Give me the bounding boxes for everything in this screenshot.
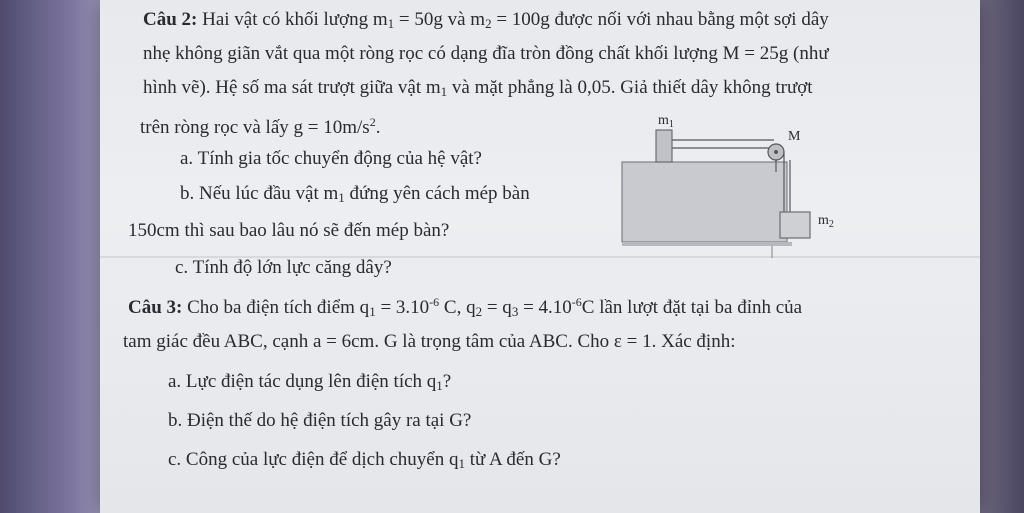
q3-l1-e1: -6 — [429, 295, 440, 309]
pulley-axle — [774, 150, 778, 154]
q2-line3-sub: 1 — [440, 84, 448, 99]
q3-l1-s1: 1 — [369, 304, 376, 319]
q3-l1-e: = 4.10 — [518, 297, 572, 318]
q3-item-c-sub: 1 — [458, 456, 465, 471]
q2-line-1 — [143, 9, 829, 35]
q3-item-a-sub: 1 — [436, 378, 443, 393]
label-M: M — [788, 129, 801, 144]
table-base — [622, 242, 792, 246]
q3-line-1 — [128, 291, 802, 323]
q3-l1-a: Cho ba điện tích điểm q — [187, 297, 370, 318]
q2-m1-sub: 1 — [387, 16, 395, 31]
q3-item-b: b. Điện thế do hệ điện tích gây ra tại G? — [168, 410, 472, 431]
q3-line-2: tam giác đều ABC, cạnh a = 6cm. G là trọng tâm của ABC. Cho ε = 1. Xác định: — [123, 331, 736, 352]
q2-line4-b: . — [375, 117, 381, 138]
q2-line-2: nhẹ không giãn vắt qua một ròng rọc có dạng đĩa tròn đồng chất khối lượng M = 25g (như — [143, 43, 829, 64]
q3-l1-d: = q — [482, 297, 512, 318]
q3-title: Câu 3: — [128, 297, 183, 318]
q2-line4-a: trên ròng rọc và lấy g = 10m/s — [140, 117, 370, 138]
q2-item-b-2: 150cm thì sau bao lâu nó sẽ đến mép bàn? — [128, 220, 450, 241]
pulley-diagram — [612, 112, 852, 262]
q2-line3-a: hình vẽ). Hệ số ma sát trượt giữa vật m — [143, 77, 441, 98]
q3-l1-s3: 3 — [511, 304, 519, 319]
q3-item-a — [168, 371, 451, 397]
q3-l1-f: C lần lượt đặt tại ba đỉnh của — [581, 297, 803, 318]
q3-l1-b: = 3.10 — [375, 297, 430, 318]
q2-item-b-1 — [180, 183, 530, 209]
q2-line4-sup: 2 — [369, 115, 376, 129]
block-m1 — [656, 130, 672, 162]
q3-item-c-text: c. Công của lực điện để dịch chuyển q — [168, 449, 459, 470]
q2-line3-b: và mặt phẳng là 0,05. Giả thiết dây không trượt — [447, 77, 813, 98]
q2-title: Câu 2: — [143, 9, 198, 30]
q3-item-a-text: a. Lực điện tác dụng lên điện tích q — [168, 371, 437, 392]
q3-item-c — [168, 449, 561, 475]
q2-item-c: c. Tính độ lớn lực căng dây? — [175, 257, 392, 278]
q3-l1-e2: -6 — [571, 295, 582, 309]
q3-l1-c: C, q — [439, 297, 476, 318]
q2-item-a: a. Tính gia tốc chuyển động của hệ vật? — [180, 148, 482, 169]
q2-intro-3: = 100g được nối với nhau bằng một sợi dây — [491, 9, 829, 30]
q2-item-b1-a: b. Nếu lúc đầu vật m — [180, 183, 339, 204]
label-m2: $m_2$ — [818, 213, 834, 230]
q2-item-b1-b: đứng yên cách mép bàn — [344, 183, 530, 204]
label-m1: $m_1$ — [658, 113, 674, 130]
q2-line-4 — [140, 111, 380, 139]
q2-item-b1-sub: 1 — [338, 190, 345, 205]
q2-intro-1: Hai vật có khối lượng m — [202, 9, 388, 30]
table-block — [622, 162, 787, 242]
q3-item-a-end: ? — [442, 371, 452, 392]
q3-l1-s2: 2 — [475, 304, 483, 319]
block-m2 — [780, 212, 810, 238]
q2-m2-sub: 2 — [485, 16, 492, 31]
q2-intro-2: = 50g và m — [394, 9, 486, 30]
q3-item-c-end: từ A đến G? — [464, 449, 561, 470]
q2-line-3 — [143, 77, 813, 103]
